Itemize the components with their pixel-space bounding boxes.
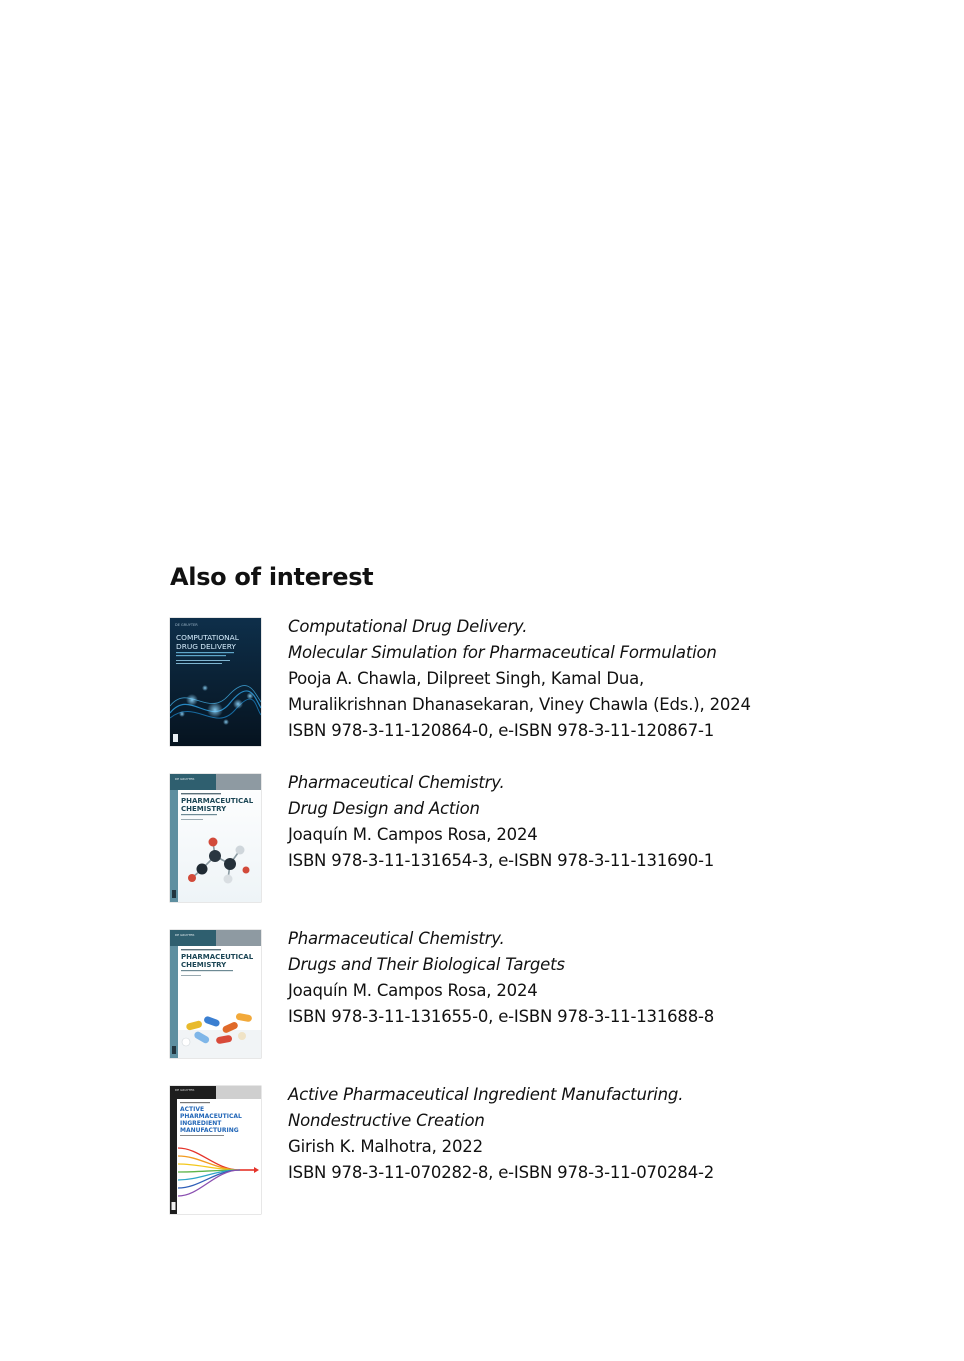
book-title-line-2: Drugs and Their Biological Targets xyxy=(288,955,565,974)
book-authors: Joaquín M. Campos Rosa, 2024 xyxy=(288,981,538,1000)
book-title-line-1: Active Pharmaceutical Ingredient Manufacturing. xyxy=(288,1085,684,1104)
svg-text:PHARMACEUTICAL: PHARMACEUTICAL xyxy=(181,797,254,805)
book-cover-image xyxy=(170,618,261,746)
book-entry xyxy=(170,774,790,904)
svg-text:PHARMACEUTICAL: PHARMACEUTICAL xyxy=(180,1113,242,1120)
book-authors: Girish K. Malhotra, 2022 xyxy=(288,1137,483,1156)
book-title-line-1: Computational Drug Delivery. xyxy=(288,617,528,636)
book-isbn: ISBN 978-3-11-070282-8, e-ISBN 978-3-11-070284-2 xyxy=(288,1163,715,1182)
book-cover-image xyxy=(170,774,261,902)
svg-text:DE GRUYTER: DE GRUYTER xyxy=(175,777,195,781)
book-entry xyxy=(170,618,790,748)
book-entry xyxy=(170,1086,790,1216)
svg-text:DE GRUYTER: DE GRUYTER xyxy=(175,623,198,627)
svg-text:DE GRUYTER: DE GRUYTER xyxy=(175,1088,195,1092)
book-title-line-1: Pharmaceutical Chemistry. xyxy=(288,773,505,792)
svg-text:MANUFACTURING: MANUFACTURING xyxy=(180,1127,239,1134)
book-cover-image xyxy=(170,930,261,1058)
book-isbn: ISBN 978-3-11-131654-3, e-ISBN 978-3-11-131690-1 xyxy=(288,851,715,870)
book-entry xyxy=(170,930,790,1060)
svg-text:CHEMISTRY: CHEMISTRY xyxy=(181,805,227,813)
book-title-line-2: Molecular Simulation for Pharmaceutical Formulation xyxy=(288,643,717,662)
svg-text:CHEMISTRY: CHEMISTRY xyxy=(181,961,227,969)
book-isbn: ISBN 978-3-11-131655-0, e-ISBN 978-3-11-131688-8 xyxy=(288,1007,715,1026)
book-title-line-2: Nondestructive Creation xyxy=(288,1111,485,1130)
svg-text:INGREDIENT: INGREDIENT xyxy=(180,1120,222,1127)
book-cover-image xyxy=(170,1086,261,1214)
book-isbn: ISBN 978-3-11-120864-0, e-ISBN 978-3-11-120867-1 xyxy=(288,721,715,740)
svg-text:DE GRUYTER: DE GRUYTER xyxy=(175,933,195,937)
book-title-line-2: Drug Design and Action xyxy=(288,799,480,818)
book-title-line-1: Pharmaceutical Chemistry. xyxy=(288,929,505,948)
svg-text:DRUG DELIVERY: DRUG DELIVERY xyxy=(176,642,236,651)
section-heading: Also of interest xyxy=(170,563,374,591)
book-authors: Joaquín M. Campos Rosa, 2024 xyxy=(288,825,538,844)
svg-text:ACTIVE: ACTIVE xyxy=(180,1106,205,1113)
svg-text:COMPUTATIONAL: COMPUTATIONAL xyxy=(176,633,239,642)
book-authors: Pooja A. Chawla, Dilpreet Singh, Kamal Dua, Muralikrishnan Dhanasekaran, Viney Chawla (Eds.), 2024 xyxy=(288,669,751,714)
svg-text:PHARMACEUTICAL: PHARMACEUTICAL xyxy=(181,953,254,961)
